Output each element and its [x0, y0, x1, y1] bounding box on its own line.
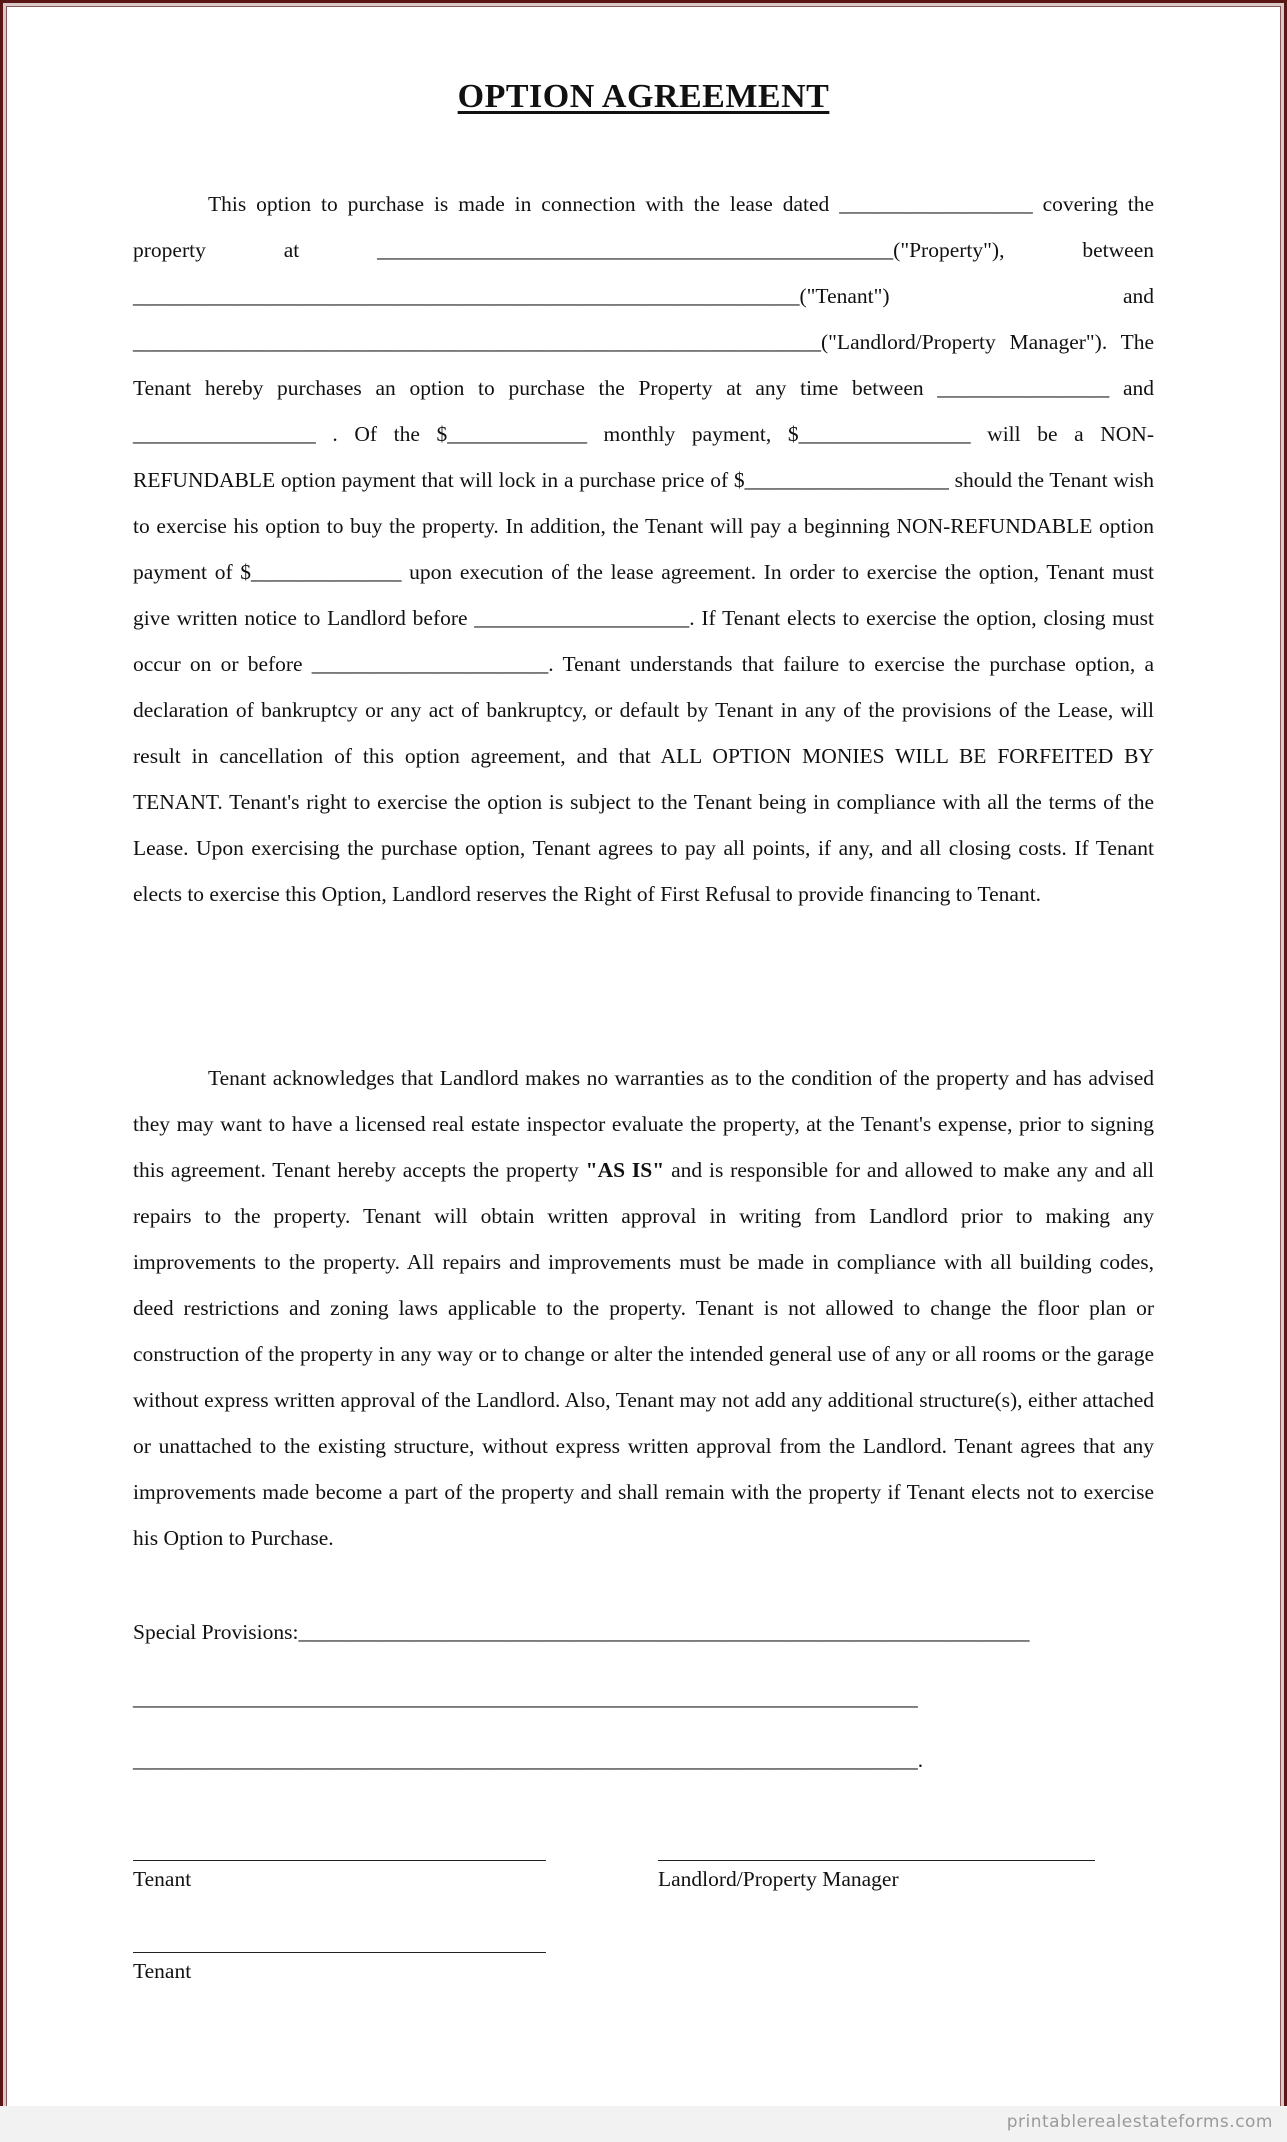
- landlord-label: Landlord/Property Manager: [658, 1867, 899, 1891]
- tenant-1-signature-line[interactable]: [133, 1860, 546, 1861]
- document-title-text: OPTION AGREEMENT: [457, 78, 830, 115]
- paragraph-condition-part2: and is responsible for and allowed to make any and all repairs to the property. Tenant will obtain written approval in writing from Landlord prior to making any improvements to the property. All repairs and improvements must be made in compliance with all building codes, deed restrictions and zoning laws applicable to the property. Tenant is not allowed to change the floor plan or construction of the property in any way or to change or alter the intended general use of any or all rooms or the garage without express written approval of the Landlord. Also, Tenant may not add any additional structure(s), either attached or unattached to the existing structure, without express written approval from the Landlord. Tenant agrees that any improvements made become a part of the property and shall remain with the property if Tenant elects not to exercise his Option to Purchase.: [133, 1158, 1154, 1550]
- special-provisions-label: Special Provisions:: [133, 1620, 299, 1644]
- paragraph-option-terms: [133, 181, 1154, 917]
- tenant-1-label: Tenant: [133, 1867, 192, 1891]
- landlord-signature-line[interactable]: [658, 1860, 1095, 1861]
- tenant-2-signature-line[interactable]: [133, 1952, 546, 1953]
- paragraph-condition-terms-text: [133, 1055, 1154, 1561]
- document-title: [0, 78, 1287, 116]
- paragraph-condition-terms: [133, 1055, 1154, 1561]
- paragraph-option-terms-text: This option to purchase is made in connection with the lease dated __________________ covering the property at ________________________________________________("Property"), between ______________________________________________________________("Tenant") and ________________________________________________________________("Landlord/Property Manager"). The Tenant hereby purchases an option to purchase the Property at any time between ________________ and _________________ . Of the $_____________ monthly payment, $________________ will be a NON-REFUNDABLE option payment that will lock in a purchase price of $___________________ should the Tenant wish to exercise his option to buy the property. In addition, the Tenant will pay a beginning NON-REFUNDABLE option payment of $______________ upon execution of the lease agreement. In order to exercise the option, Tenant must give written notice to Landlord before ____________________. If Tenant elects to exercise the option, closing must occur on or before ______________________. Tenant understands that failure to exercise the purchase option, a declaration of bankruptcy or any act of bankruptcy, or default by Tenant in any of the provisions of the Lease, will result in cancellation of this option agreement, and that ALL OPTION MONIES WILL BE FORFEITED BY TENANT. Tenant's right to exercise the option is subject to the Tenant being in compliance with all the terms of the Lease. Upon exercising the purchase option, Tenant agrees to pay all points, if any, and all closing costs. If Tenant elects to exercise this Option, Landlord reserves the Right of First Refusal to provide financing to Tenant.: [133, 192, 1154, 906]
- special-provisions-blank-3[interactable]: _________________________________________________________________________.: [133, 1748, 924, 1772]
- special-provisions-blank-1[interactable]: ____________________________________________________________________: [298, 1620, 1030, 1644]
- paragraph-condition-part1: Tenant acknowledges that Landlord makes no warranties as to the condition of the property and has advised they may want to have a licensed real estate inspector evaluate the property, at the Tenant's expense, prior to signing this agreement. Tenant hereby accepts the property: [133, 1066, 1154, 1182]
- watermark-text: printablerealestateforms.com: [1006, 2112, 1273, 2132]
- special-provisions-blank-2[interactable]: _________________________________________________________________________: [133, 1686, 918, 1710]
- as-is-text: "AS IS": [585, 1158, 665, 1182]
- special-provisions-row: [133, 1618, 1029, 1646]
- footer-bar: [0, 2106, 1287, 2142]
- tenant-2-label: Tenant: [133, 1959, 192, 1983]
